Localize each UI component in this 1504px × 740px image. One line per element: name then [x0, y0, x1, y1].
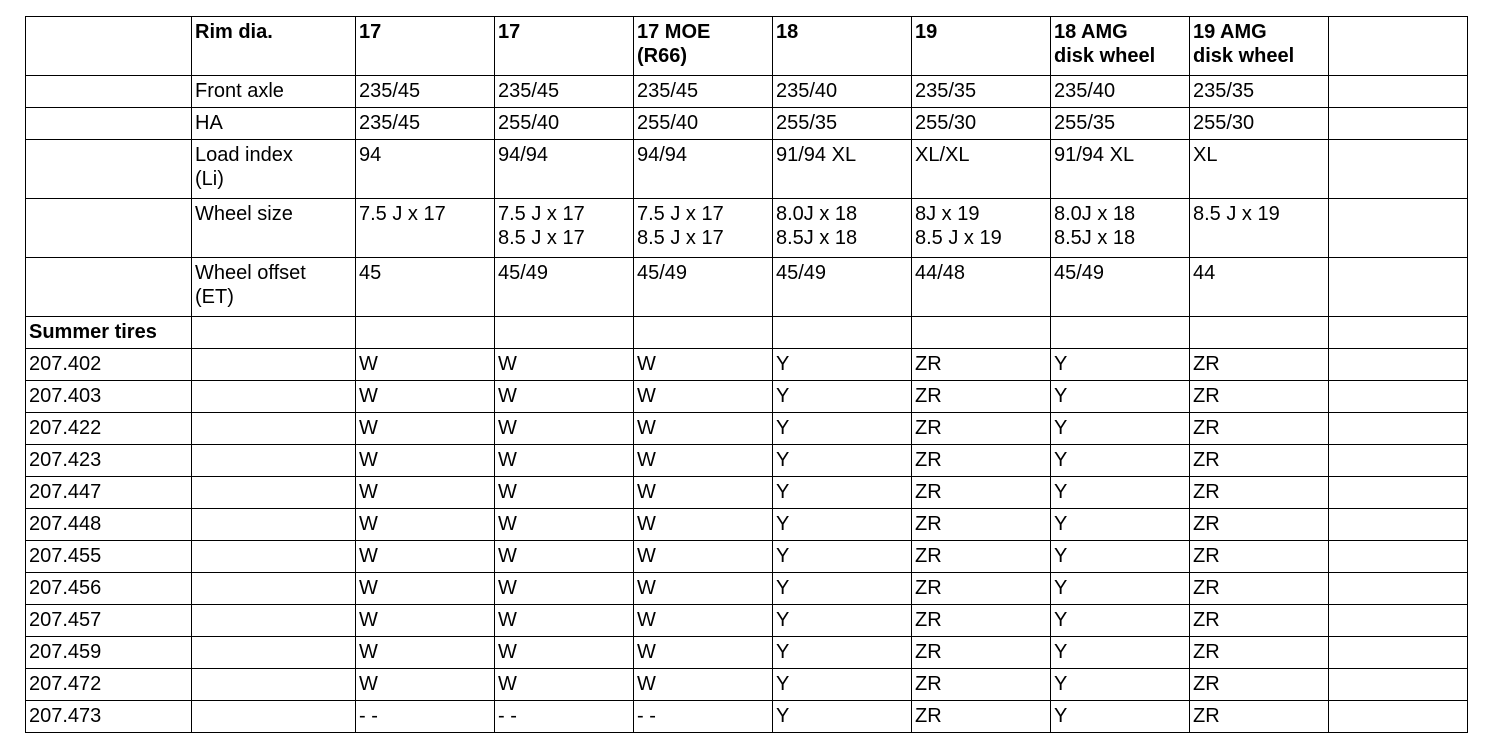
model-code: 207.402 — [26, 349, 192, 381]
spec-value: 94/94 — [495, 140, 634, 199]
speed-rating: W — [495, 541, 634, 573]
speed-rating — [1329, 701, 1468, 733]
model-code: 207.456 — [26, 573, 192, 605]
speed-rating: Y — [1051, 605, 1190, 637]
spec-value — [1329, 108, 1468, 140]
speed-rating: ZR — [912, 541, 1051, 573]
speed-rating: ZR — [1190, 605, 1329, 637]
blank-cell — [26, 258, 192, 317]
column-header: 19 AMG disk wheel — [1190, 17, 1329, 76]
blank-cell — [26, 199, 192, 258]
table-row — [26, 477, 1468, 509]
spec-value: 44 — [1190, 258, 1329, 317]
speed-rating: W — [356, 477, 495, 509]
speed-rating: ZR — [1190, 445, 1329, 477]
speed-rating: Y — [773, 637, 912, 669]
spec-value: 45/49 — [634, 258, 773, 317]
speed-rating: W — [356, 509, 495, 541]
speed-rating: ZR — [1190, 413, 1329, 445]
speed-rating: Y — [1051, 413, 1190, 445]
section-label: Summer tires — [26, 317, 192, 349]
spec-value: 8.0J x 18 8.5J x 18 — [1051, 199, 1190, 258]
spec-value: 235/45 — [356, 108, 495, 140]
spec-row — [26, 258, 1468, 317]
speed-rating: ZR — [912, 413, 1051, 445]
blank-cell — [192, 477, 356, 509]
spec-row — [26, 199, 1468, 258]
speed-rating: ZR — [912, 701, 1051, 733]
table-row — [26, 637, 1468, 669]
spec-value: 235/35 — [1190, 76, 1329, 108]
speed-rating — [1329, 413, 1468, 445]
column-header: 18 AMG disk wheel — [1051, 17, 1190, 76]
spec-value: 235/40 — [773, 76, 912, 108]
spec-value: 255/35 — [773, 108, 912, 140]
speed-rating — [1329, 605, 1468, 637]
speed-rating — [1329, 669, 1468, 701]
speed-rating: ZR — [912, 445, 1051, 477]
speed-rating: Y — [1051, 669, 1190, 701]
blank-cell — [192, 509, 356, 541]
speed-rating: W — [356, 637, 495, 669]
header-label: Rim dia. — [192, 17, 356, 76]
spec-value: 8J x 19 8.5 J x 19 — [912, 199, 1051, 258]
speed-rating — [1329, 349, 1468, 381]
table-row — [26, 381, 1468, 413]
speed-rating: W — [356, 413, 495, 445]
blank-cell — [26, 17, 192, 76]
speed-rating: ZR — [912, 573, 1051, 605]
table-row — [26, 413, 1468, 445]
speed-rating: Y — [1051, 509, 1190, 541]
speed-rating — [1329, 541, 1468, 573]
speed-rating — [1329, 477, 1468, 509]
speed-rating: Y — [1051, 701, 1190, 733]
header-row — [26, 17, 1468, 76]
speed-rating: W — [634, 605, 773, 637]
spec-value: 235/45 — [356, 76, 495, 108]
speed-rating — [1329, 573, 1468, 605]
speed-rating — [1329, 445, 1468, 477]
model-code: 207.423 — [26, 445, 192, 477]
speed-rating: W — [634, 637, 773, 669]
table-row — [26, 573, 1468, 605]
column-header — [1329, 17, 1468, 76]
spec-value: 255/40 — [495, 108, 634, 140]
blank-cell — [356, 317, 495, 349]
spec-value: 94 — [356, 140, 495, 199]
column-header: 18 — [773, 17, 912, 76]
model-code: 207.447 — [26, 477, 192, 509]
blank-cell — [912, 317, 1051, 349]
speed-rating: ZR — [912, 637, 1051, 669]
speed-rating — [1329, 509, 1468, 541]
speed-rating: ZR — [1190, 509, 1329, 541]
speed-rating: Y — [1051, 445, 1190, 477]
speed-rating: ZR — [1190, 637, 1329, 669]
blank-cell — [26, 140, 192, 199]
spec-value: 8.0J x 18 8.5J x 18 — [773, 199, 912, 258]
spec-row — [26, 108, 1468, 140]
table-row — [26, 605, 1468, 637]
blank-cell — [26, 76, 192, 108]
speed-rating: - - — [495, 701, 634, 733]
model-code: 207.457 — [26, 605, 192, 637]
spec-label: Load index (Li) — [192, 140, 356, 199]
blank-cell — [495, 317, 634, 349]
model-code: 207.472 — [26, 669, 192, 701]
speed-rating: W — [495, 605, 634, 637]
column-header: 17 — [495, 17, 634, 76]
speed-rating: W — [634, 413, 773, 445]
blank-cell — [26, 108, 192, 140]
spec-label: HA — [192, 108, 356, 140]
speed-rating: Y — [773, 605, 912, 637]
spec-value: 7.5 J x 17 8.5 J x 17 — [495, 199, 634, 258]
model-code: 207.448 — [26, 509, 192, 541]
speed-rating: Y — [1051, 349, 1190, 381]
column-header: 19 — [912, 17, 1051, 76]
speed-rating: Y — [773, 349, 912, 381]
speed-rating: ZR — [912, 509, 1051, 541]
speed-rating: Y — [773, 477, 912, 509]
speed-rating: W — [495, 509, 634, 541]
speed-rating: Y — [773, 541, 912, 573]
table-row — [26, 541, 1468, 573]
speed-rating: ZR — [1190, 669, 1329, 701]
blank-cell — [192, 669, 356, 701]
model-code: 207.455 — [26, 541, 192, 573]
speed-rating: - - — [634, 701, 773, 733]
spec-label: Wheel offset (ET) — [192, 258, 356, 317]
spec-value: 45/49 — [773, 258, 912, 317]
spec-row — [26, 76, 1468, 108]
speed-rating: Y — [773, 701, 912, 733]
spec-value: 7.5 J x 17 8.5 J x 17 — [634, 199, 773, 258]
blank-cell — [773, 317, 912, 349]
spec-value: 44/48 — [912, 258, 1051, 317]
model-code: 207.403 — [26, 381, 192, 413]
speed-rating: Y — [1051, 477, 1190, 509]
speed-rating: W — [634, 573, 773, 605]
blank-cell — [192, 573, 356, 605]
speed-rating: W — [634, 349, 773, 381]
speed-rating: Y — [1051, 637, 1190, 669]
speed-rating: Y — [773, 445, 912, 477]
blank-cell — [192, 317, 356, 349]
spec-row — [26, 140, 1468, 199]
spec-value: XL/XL — [912, 140, 1051, 199]
speed-rating: W — [634, 509, 773, 541]
speed-rating: W — [634, 445, 773, 477]
spec-value: 235/40 — [1051, 76, 1190, 108]
spec-label: Front axle — [192, 76, 356, 108]
speed-rating: Y — [773, 573, 912, 605]
speed-rating: ZR — [912, 349, 1051, 381]
blank-cell — [192, 349, 356, 381]
speed-rating: ZR — [912, 477, 1051, 509]
table-row — [26, 445, 1468, 477]
speed-rating: W — [495, 477, 634, 509]
spec-value: 255/30 — [1190, 108, 1329, 140]
speed-rating: W — [356, 381, 495, 413]
speed-rating: W — [634, 381, 773, 413]
speed-rating: - - — [356, 701, 495, 733]
spec-value: 235/45 — [634, 76, 773, 108]
spec-value — [1329, 76, 1468, 108]
speed-rating: W — [495, 413, 634, 445]
speed-rating: W — [356, 349, 495, 381]
speed-rating: ZR — [1190, 477, 1329, 509]
speed-rating: Y — [773, 509, 912, 541]
spec-value: 235/35 — [912, 76, 1051, 108]
blank-cell — [1051, 317, 1190, 349]
spec-value: 235/45 — [495, 76, 634, 108]
speed-rating: ZR — [1190, 381, 1329, 413]
blank-cell — [192, 413, 356, 445]
spec-value: 255/40 — [634, 108, 773, 140]
table-row — [26, 349, 1468, 381]
tire-spec-table — [25, 16, 1468, 733]
blank-cell — [192, 637, 356, 669]
speed-rating: W — [495, 381, 634, 413]
table-body — [26, 17, 1468, 733]
model-code: 207.473 — [26, 701, 192, 733]
blank-cell — [192, 541, 356, 573]
spec-value: 91/94 XL — [773, 140, 912, 199]
speed-rating — [1329, 637, 1468, 669]
blank-cell — [192, 445, 356, 477]
speed-rating: Y — [1051, 573, 1190, 605]
spec-value: 91/94 XL — [1051, 140, 1190, 199]
speed-rating: ZR — [1190, 701, 1329, 733]
speed-rating: W — [495, 669, 634, 701]
spec-value: 255/30 — [912, 108, 1051, 140]
model-code: 207.459 — [26, 637, 192, 669]
blank-cell — [634, 317, 773, 349]
speed-rating: W — [356, 573, 495, 605]
spec-value — [1329, 140, 1468, 199]
speed-rating: Y — [1051, 541, 1190, 573]
spec-label: Wheel size — [192, 199, 356, 258]
table-row — [26, 509, 1468, 541]
spec-value: 45 — [356, 258, 495, 317]
spec-value: 8.5 J x 19 — [1190, 199, 1329, 258]
speed-rating: W — [356, 541, 495, 573]
table-row — [26, 701, 1468, 733]
speed-rating: W — [356, 605, 495, 637]
speed-rating: Y — [1051, 381, 1190, 413]
speed-rating: Y — [773, 381, 912, 413]
spec-value — [1329, 199, 1468, 258]
speed-rating: W — [356, 669, 495, 701]
spec-value: 7.5 J x 17 — [356, 199, 495, 258]
spec-value: XL — [1190, 140, 1329, 199]
speed-rating: W — [495, 445, 634, 477]
blank-cell — [1190, 317, 1329, 349]
blank-cell — [192, 381, 356, 413]
spec-value — [1329, 258, 1468, 317]
speed-rating: ZR — [1190, 541, 1329, 573]
section-row — [26, 317, 1468, 349]
column-header: 17 — [356, 17, 495, 76]
spec-value: 94/94 — [634, 140, 773, 199]
blank-cell — [192, 701, 356, 733]
speed-rating: ZR — [912, 381, 1051, 413]
speed-rating: ZR — [912, 605, 1051, 637]
model-code: 207.422 — [26, 413, 192, 445]
spec-value: 45/49 — [1051, 258, 1190, 317]
table-row — [26, 669, 1468, 701]
speed-rating: Y — [773, 669, 912, 701]
speed-rating: W — [356, 445, 495, 477]
speed-rating: W — [495, 349, 634, 381]
speed-rating: ZR — [1190, 349, 1329, 381]
speed-rating — [1329, 381, 1468, 413]
column-header: 17 MOE (R66) — [634, 17, 773, 76]
speed-rating: W — [634, 477, 773, 509]
speed-rating: W — [634, 669, 773, 701]
speed-rating: ZR — [1190, 573, 1329, 605]
spec-value: 255/35 — [1051, 108, 1190, 140]
speed-rating: Y — [773, 413, 912, 445]
speed-rating: ZR — [912, 669, 1051, 701]
speed-rating: W — [495, 573, 634, 605]
speed-rating: W — [634, 541, 773, 573]
speed-rating: W — [495, 637, 634, 669]
spec-value: 45/49 — [495, 258, 634, 317]
blank-cell — [1329, 317, 1468, 349]
blank-cell — [192, 605, 356, 637]
